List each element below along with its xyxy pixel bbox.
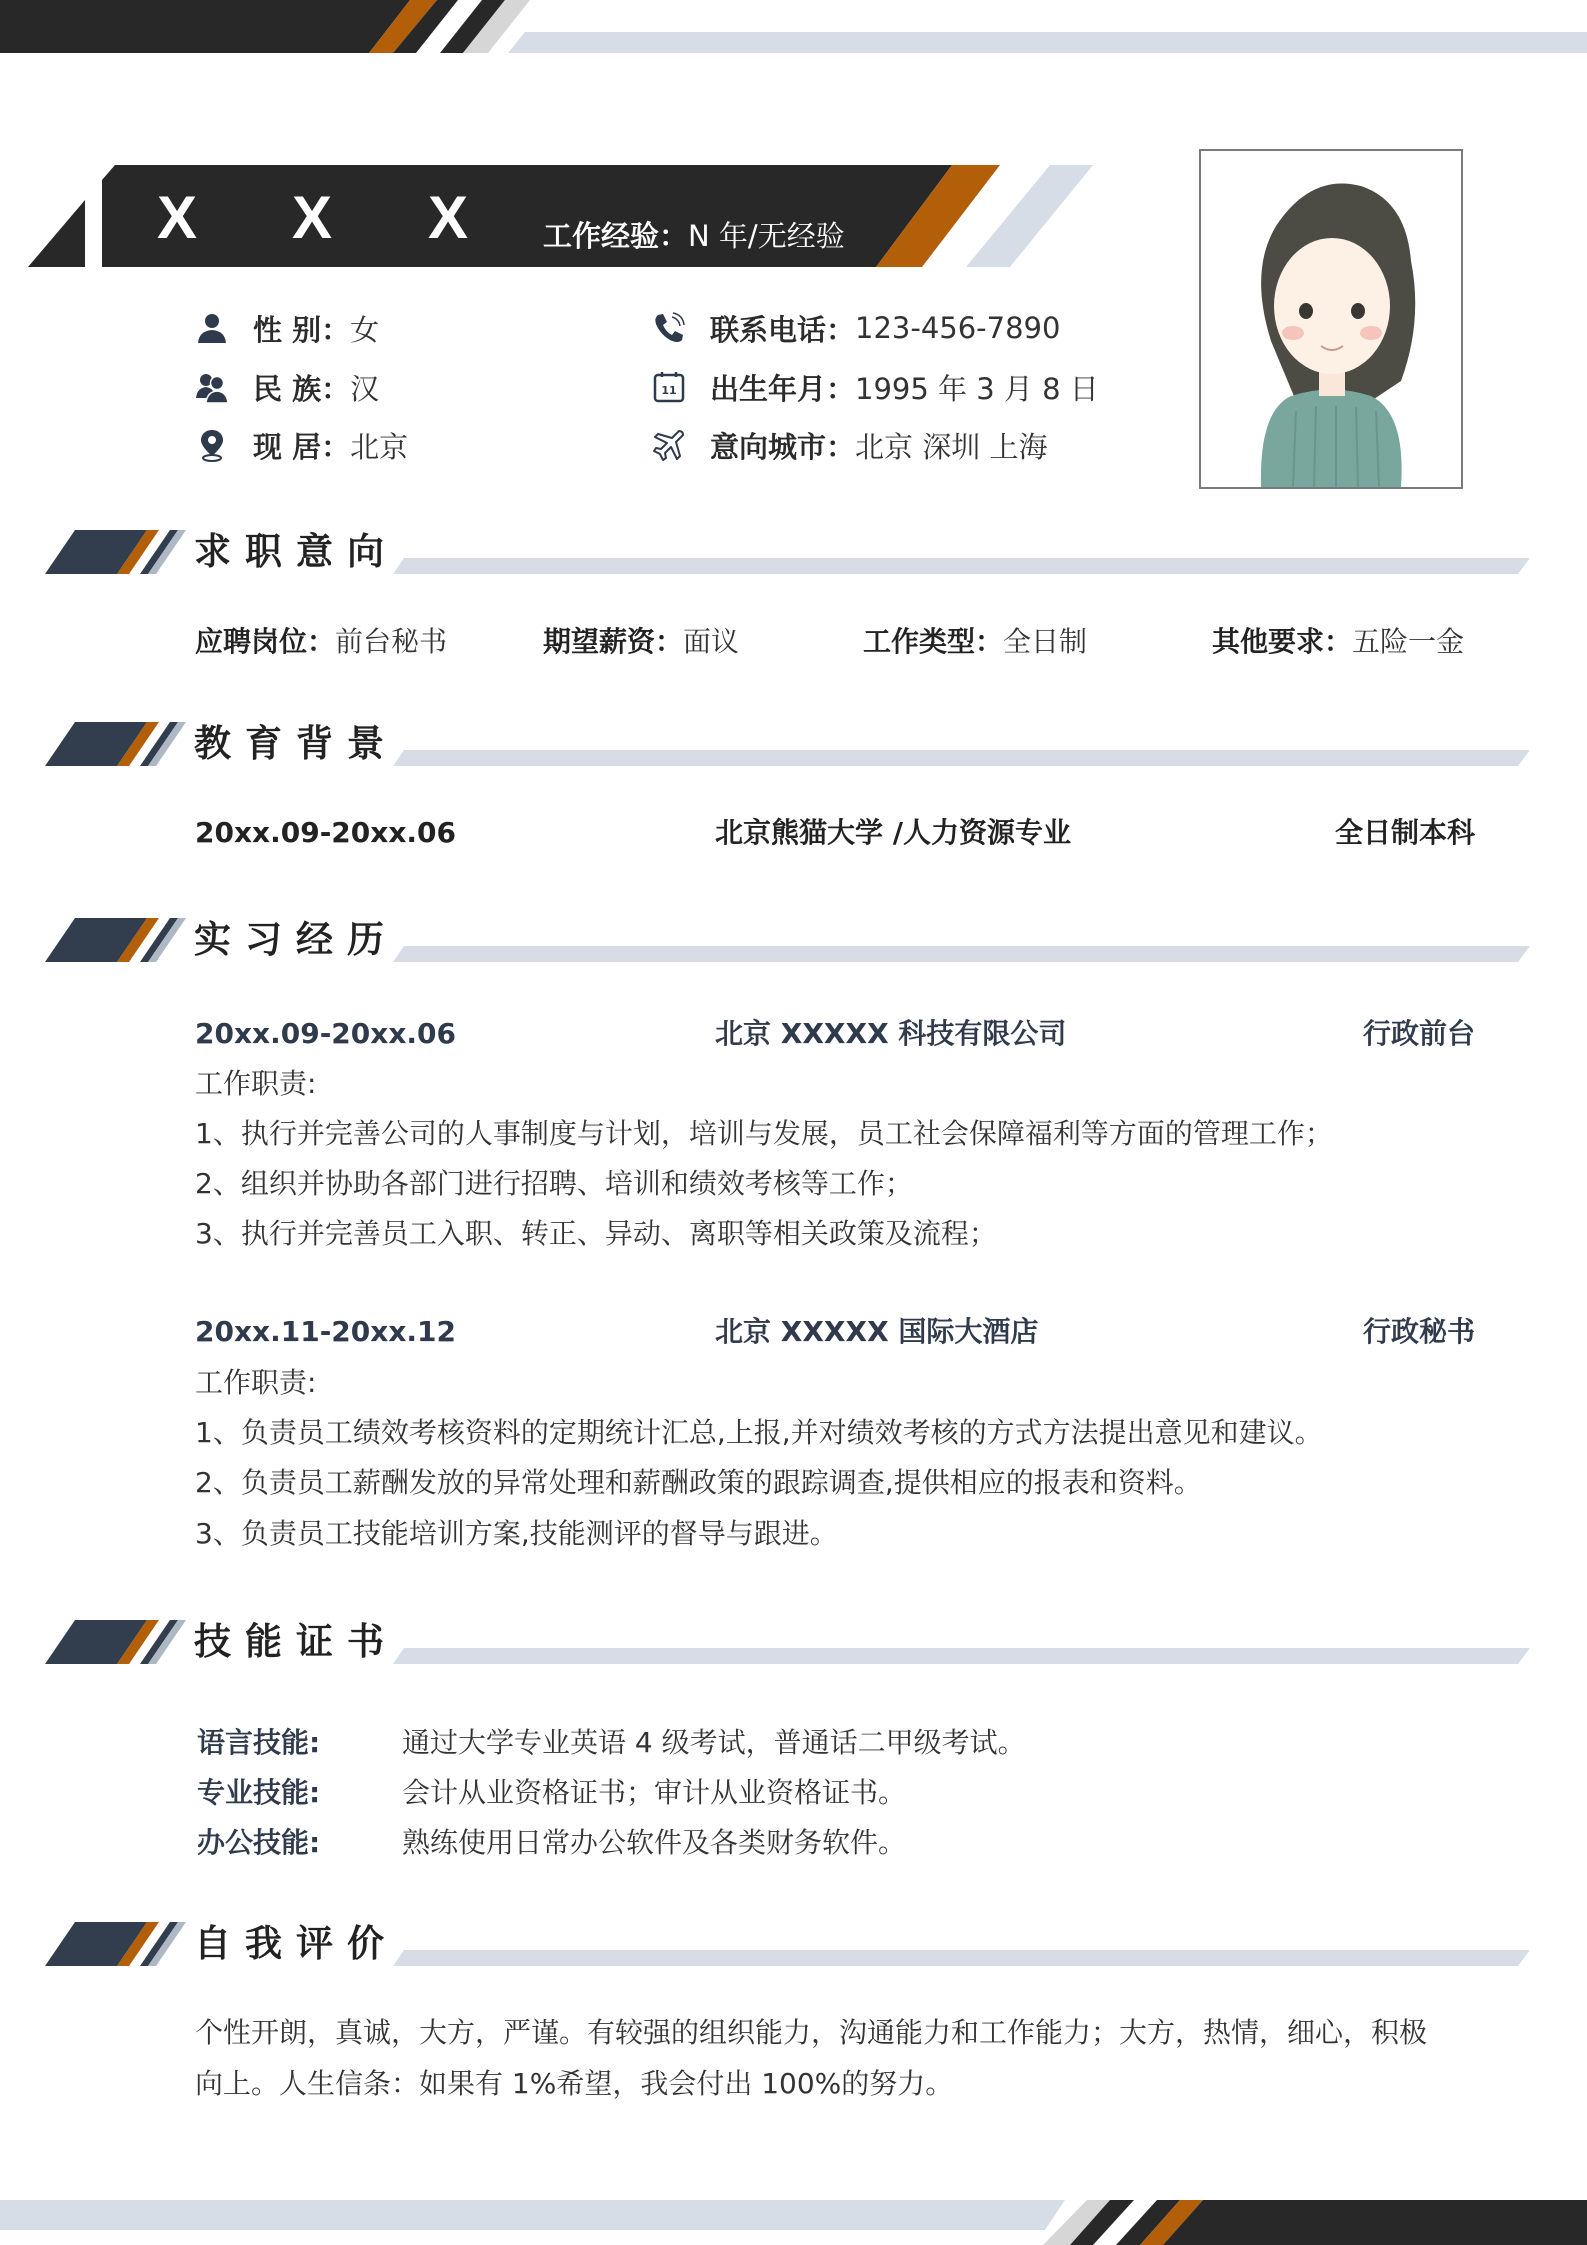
- work-experience-value: N 年/无经验: [688, 219, 845, 253]
- intention-label: 其他要求：: [1212, 625, 1353, 658]
- skill-value-office: 熟练使用日常办公软件及各类财务软件。: [402, 1826, 907, 1859]
- info-value: 123-456-7890: [855, 311, 1061, 345]
- duty-line: 1、负责员工绩效考核资料的定期统计汇总,上报,并对绩效考核的方式方法提出意见和建议。: [195, 1416, 1323, 1449]
- intention-position: [195, 622, 447, 662]
- skill-label-professional: 专业技能:: [197, 1776, 321, 1809]
- internship-company: 北京 XXXXX 科技有限公司: [715, 1017, 1067, 1050]
- intention-salary: [543, 622, 739, 662]
- education-school: 北京熊猫大学 /人力资源专业: [715, 816, 1071, 849]
- education-degree: 全日制本科: [1334, 816, 1475, 849]
- duty-line: 2、负责员工薪酬发放的异常处理和薪酬政策的跟踪调查,提供相应的报表和资料。: [195, 1466, 1202, 1499]
- section-title-internship: 实习经历: [194, 918, 398, 961]
- intention-value: 前台秘书: [335, 625, 448, 658]
- info-label: 现 居：: [253, 429, 351, 464]
- skill-label-language: 语言技能:: [197, 1726, 321, 1759]
- skill-value-language: 通过大学专业英语 4 级考试，普通话二甲级考试。: [402, 1726, 1026, 1759]
- info-value: 汉: [350, 371, 380, 406]
- intention-value: 面议: [683, 625, 740, 658]
- internship-date: 20xx.11-20xx.12: [195, 1315, 456, 1348]
- info-label: 民 族：: [253, 371, 351, 406]
- section-title-self-evaluation: 自我评价: [194, 1922, 398, 1965]
- self-eval-line: 个性开朗，真诚，大方，严谨。有较强的组织能力，沟通能力和工作能力；大方，热情，细心，积极: [195, 2016, 1428, 2049]
- info-value: 1995 年 3 月 8 日: [855, 371, 1099, 406]
- internship-company: 北京 XXXXX 国际大酒店: [715, 1315, 1039, 1348]
- info-value: 北京: [350, 429, 409, 464]
- duty-line: 2、组织并协助各部门进行招聘、培训和绩效考核等工作；: [195, 1167, 913, 1200]
- duty-line: 3、负责员工技能培训方案,技能测评的督导与跟进。: [195, 1517, 838, 1550]
- duty-line: 3、执行并完善员工入职、转正、异动、离职等相关政策及流程；: [195, 1217, 997, 1250]
- internship-date: 20xx.09-20xx.06: [195, 1017, 456, 1050]
- skill-label-office: 办公技能:: [197, 1826, 321, 1859]
- section-title-education: 教育背景: [194, 722, 398, 765]
- duty-label: 工作职责:: [195, 1067, 317, 1100]
- bottom-decoration-bar: [0, 2185, 1587, 2245]
- self-eval-line: 向上。人生信条：如果有 1%希望，我会付出 100%的努力。: [195, 2067, 954, 2100]
- info-label: 联系电话：: [710, 312, 856, 347]
- info-value: 女: [350, 312, 380, 347]
- duty-label: 工作职责:: [195, 1366, 317, 1399]
- work-experience-label: 工作经验：: [543, 219, 689, 253]
- intention-label: 期望薪资：: [543, 625, 684, 658]
- info-value: 北京 深圳 上海: [855, 429, 1048, 464]
- name-char-2: X: [292, 184, 333, 251]
- section-title-skills: 技能证书: [194, 1620, 398, 1663]
- info-label: 意向城市：: [710, 429, 856, 464]
- skill-value-professional: 会计从业资格证书；审计从业资格证书。: [402, 1776, 907, 1809]
- intention-other: [1212, 622, 1464, 662]
- duty-line: 1、执行并完善公司的人事制度与计划，培训与发展，员工社会保障福利等方面的管理工作；: [195, 1117, 1333, 1150]
- intention-work-type: [863, 622, 1087, 662]
- section-title-job-intention: 求职意向: [194, 530, 398, 573]
- internship-role: 行政前台: [1362, 1017, 1475, 1050]
- calendar-icon-number: 11: [661, 384, 677, 397]
- intention-value: 全日制: [1003, 625, 1088, 658]
- name-char-3: X: [428, 184, 469, 251]
- intention-value: 五险一金: [1352, 625, 1465, 658]
- intention-label: 应聘岗位：: [195, 625, 336, 658]
- internship-role: 行政秘书: [1362, 1315, 1475, 1348]
- education-date: 20xx.09-20xx.06: [195, 816, 456, 849]
- info-label: 性 别：: [253, 312, 351, 347]
- intention-label: 工作类型：: [863, 625, 1004, 658]
- name-char-1: X: [157, 184, 198, 251]
- info-label: 出生年月：: [710, 371, 856, 406]
